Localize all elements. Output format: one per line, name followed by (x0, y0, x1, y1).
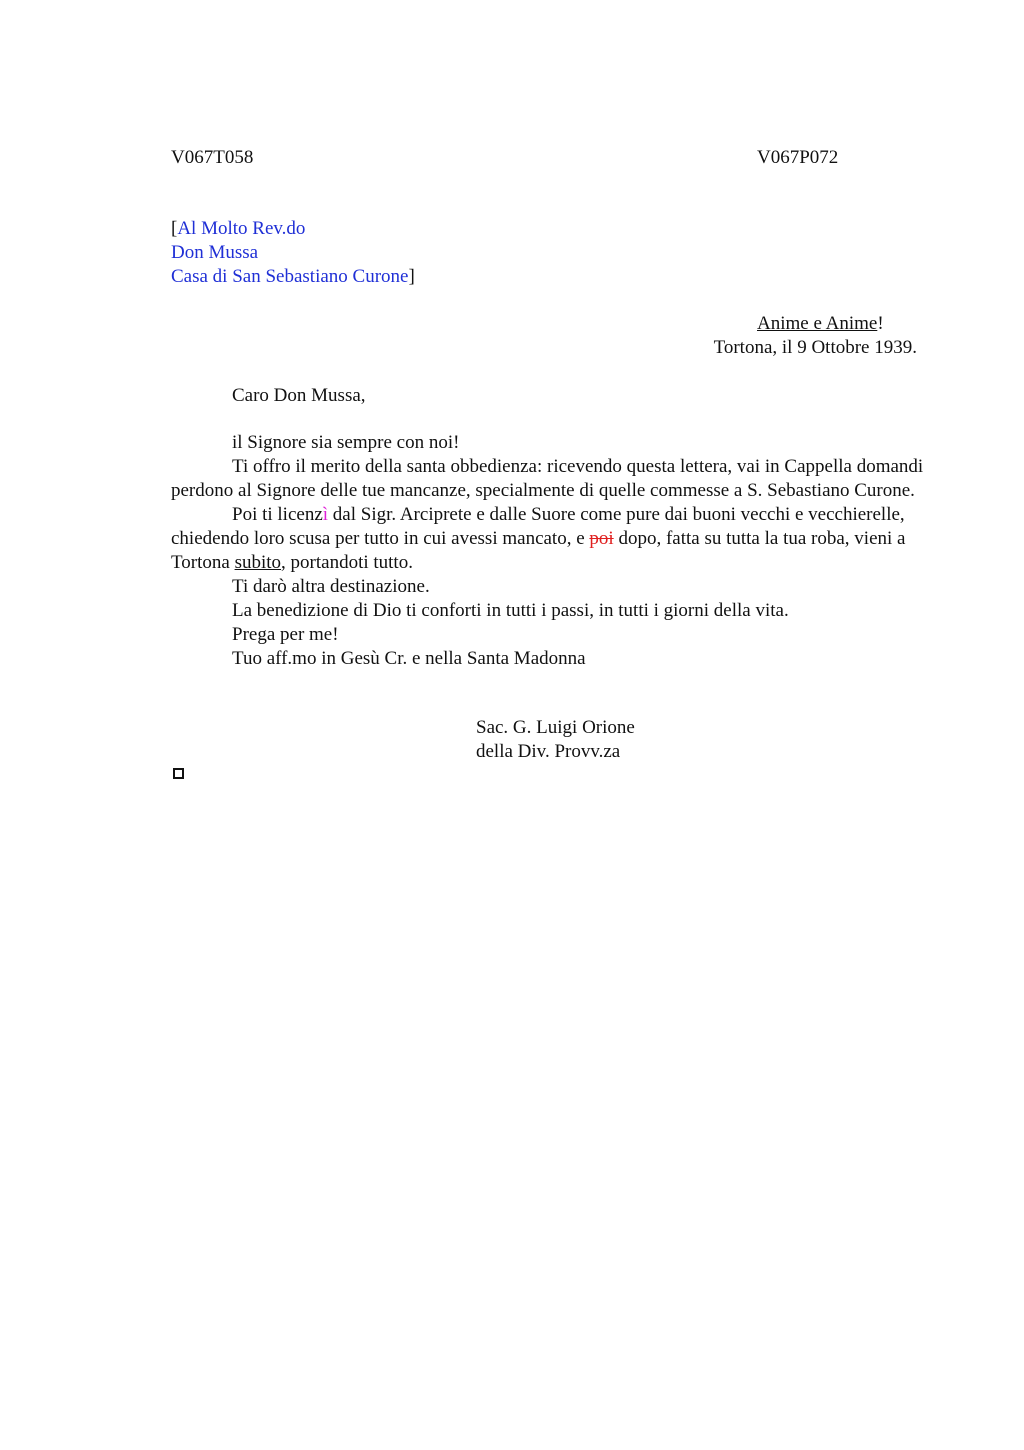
address-name: Don Mussa (171, 242, 259, 263)
recipient-address (171, 217, 415, 289)
paragraph-4: Ti darò altra destinazione. (232, 576, 430, 597)
address-open-bracket: [ (171, 218, 178, 239)
letter-body (171, 431, 926, 671)
address-line-1 (171, 217, 415, 241)
underlined-word: subito (234, 552, 282, 573)
paragraph-2: Ti offro il merito della santa obbedienza: ricevendo questa lettera, vai in Cappella domandi perdono al Signore delle tue mancanze, specialmente di quelle commesse a S. Sebastiano Curone. (171, 456, 924, 501)
signature-block (476, 716, 635, 764)
paragraph-7: Tuo aff.mo in Gesù Cr. e nella Santa Madonna (232, 648, 586, 669)
paragraph-6: Prega per me! (232, 624, 339, 645)
p3-part-3: dopo, fatta su tutta la tua roba, vieni a Tortona (171, 528, 906, 573)
place-date-line: Tortona, il 9 Ottobre 1939. (713, 337, 917, 358)
paragraph-3 (171, 503, 926, 575)
address-close-bracket: ] (408, 266, 415, 287)
motto-text: Anime e Anime (757, 313, 878, 334)
paragraph-5: La benedizione di Dio ti conforti in tutti i passi, in tutti i giorni della vita. (232, 600, 789, 621)
end-of-document-box-icon (173, 768, 184, 779)
motto-punct: ! (877, 313, 884, 334)
motto (757, 312, 884, 336)
document-ref-left: V067T058 (171, 147, 254, 168)
address-house: Casa di San Sebastiano Curone (171, 266, 409, 287)
salutation: Caro Don Mussa, (232, 385, 366, 406)
p3-part-4: , portandoti tutto. (281, 552, 413, 573)
document-ref-right: V067P072 (757, 147, 839, 168)
signature-title: della Div. Provv.za (476, 741, 621, 762)
signature-name: Sac. G. Luigi Orione (476, 717, 635, 738)
deleted-word: poi (589, 528, 614, 549)
p3-part-2: dal Sigr. Arciprete e dalle Suore come pure dai buoni vecchi e vecchierelle, chiedendo loro scusa per tutto in cui avessi mancato, e (171, 504, 905, 549)
inserted-letter: ì (322, 504, 329, 525)
address-line-3 (171, 265, 415, 289)
p3-part-1: Poi ti licenz (232, 504, 323, 525)
paragraph-1: il Signore sia sempre con noi! (232, 432, 460, 453)
address-title: Al Molto Rev.do (177, 218, 306, 239)
